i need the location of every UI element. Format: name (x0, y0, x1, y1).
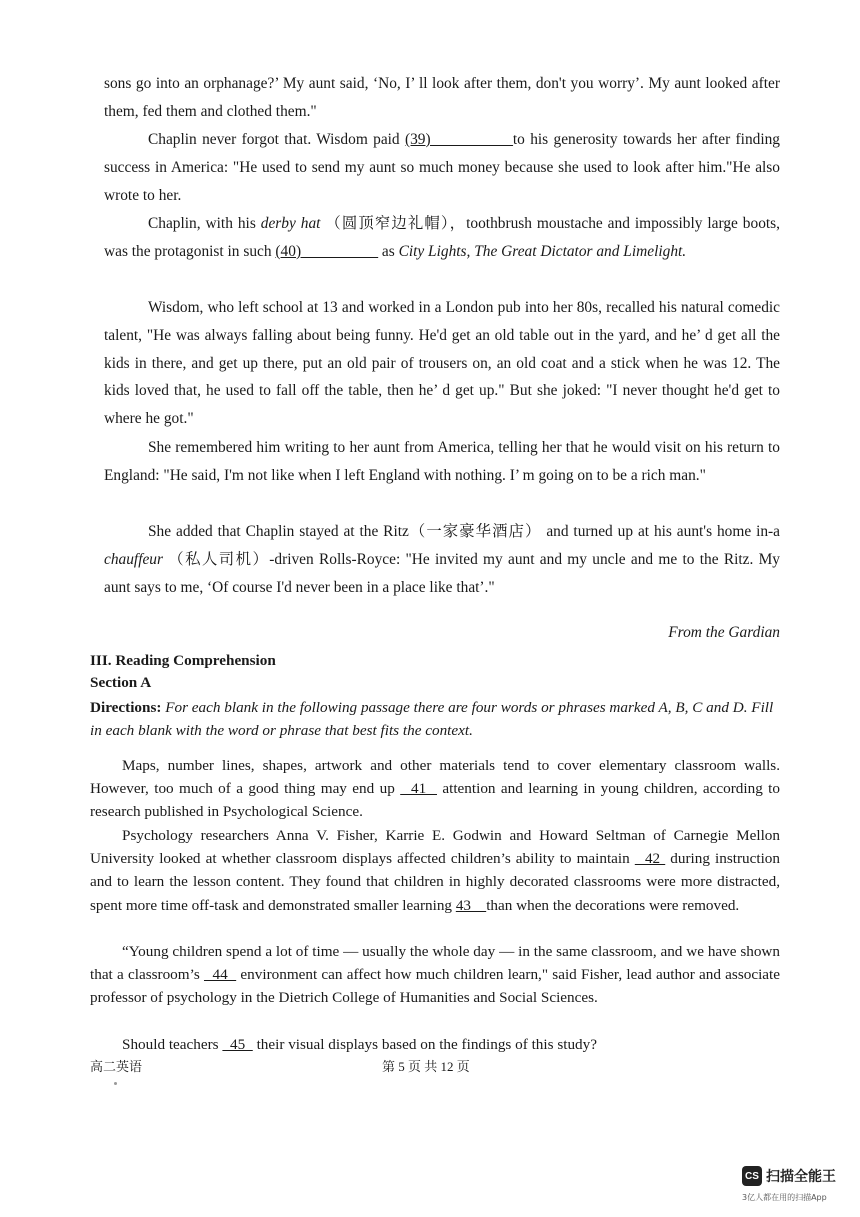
paragraph-text: environment can affect how much children learn," said Fisher, lead author and associate professor of psychology in the Dietrich College of Humanities and Social Sciences. (90, 966, 780, 1007)
paragraph-text: Chaplin never forgot that. Wisdom paid (148, 131, 405, 148)
story-paragraph-6 (104, 518, 780, 601)
watermark-app-name: 扫描全能王 (766, 1169, 836, 1185)
paragraph-text: （圆顶窄边礼帽），toothbrush moustache and impossibly large boots, was the protagonist in such (104, 215, 780, 260)
source-attribution: From the Gardian (668, 624, 780, 641)
paragraph-text: Psychology researchers Anna V. Fisher, Karrie E. Godwin and Howard Seltman of Carnegie Mellon University looked at whether classroom displays affected children’s ability to maintain (90, 827, 780, 868)
paragraph-text: （私人司机）-driven Rolls-Royce: "He invited my aunt and my uncle and me to the Ritz. My aunt says to me, ‘Of course I'd never been in a place like that’." (104, 550, 780, 596)
paragraph-text: as (378, 242, 399, 260)
paragraph-text: than when the decorations were removed. (486, 896, 740, 914)
passage-paragraph-2 (90, 824, 780, 917)
passage-paragraph-1 (90, 754, 780, 824)
directions-label: Directions: (90, 699, 162, 716)
blank-40: (40)__________ (275, 242, 379, 260)
directions-text: For each blank in the following passage there are four words or phrases marked A, B, C and D. Fill in each blank with the word or phrase that best fits the context. (90, 699, 774, 739)
term-derby-hat: derby hat (260, 215, 321, 232)
watermark-tagline: 3亿人都在用的扫描App (742, 1193, 827, 1202)
passage-paragraph-4 (90, 1033, 780, 1056)
paragraph-text: Should teachers (122, 1036, 223, 1053)
paragraph-text: during instruction and to learn the lesson content. They found that children in highly decorated classrooms were more distracted, spent more time off-task and demonstrated smaller learning (90, 850, 780, 914)
scan-speck (114, 1082, 117, 1085)
footer-subject: 高二英语 (90, 1059, 143, 1074)
blank-45: 45 (222, 1036, 253, 1053)
passage-paragraph-3 (90, 940, 780, 1010)
paragraph-text: Wisdom, who left school at 13 and worked in a London pub into her 80s, recalled his natural comedic talent, "He was always falling about being funny. He'd get an old table out in the yard, and he’ d get all the kids in there, and get up there, put an old pair of trousers on, an old coat and a stick when he was 12. The kids loved that, he used to fall off the table, then he’ d get up." But she joked: "I never thought he'd get to where he got." (104, 299, 780, 428)
blank-44: 44 (203, 966, 237, 984)
directions (90, 696, 780, 742)
story-paragraph-4 (104, 294, 780, 433)
blank-41: 41 (400, 780, 437, 798)
paragraph-text: to his generosity towards her after finding success in America: "He used to send my aunt so much money because she used to look after him."He also wrote to her. (104, 131, 781, 204)
section-heading: III. Reading Comprehension (90, 652, 276, 669)
blank-43: 43 (455, 896, 487, 914)
blank-39: (39) __________ (404, 131, 513, 148)
footer-page-number: 第 5 页 共 12 页 (382, 1059, 470, 1074)
camscanner-logo-icon: CS (742, 1166, 762, 1186)
story-paragraph-3 (104, 210, 780, 266)
section-subheading: Section A (90, 674, 152, 691)
scanner-watermark (742, 1166, 836, 1186)
paragraph-text: Maps, number lines, shapes, artwork and other materials tend to cover elementary classroom walls. However, too much of a good thing may end up (90, 757, 780, 798)
paragraph-text: their visual displays based on the findings of this study? (252, 1036, 597, 1053)
term-chauffeur: chauffeur (104, 550, 163, 568)
story-paragraph-2 (104, 126, 780, 209)
paragraph-text: sons go into an orphanage?’ My aunt said, ‘No, I’ ll look after them, don't you worry’. My aunt looked after them, fed them and clothed them." (104, 75, 780, 120)
story-paragraph-5 (104, 434, 780, 490)
paragraph-text: attention and learning in young children, according to research published in Psychological Science. (90, 780, 781, 821)
film-titles: City Lights, The Great Dictator and Limelight. (398, 242, 687, 260)
paragraph-text: “Young children spend a lot of time — usually the whole day — in the same classroom, and we have shown that a classroom’s (90, 943, 780, 984)
paragraph-text: She added that Chaplin stayed at the Ritz（一家豪华酒店） and turned up at his aunt's home in-a (148, 523, 780, 540)
paragraph-text: She remembered him writing to her aunt from America, telling her that he would visit on his return to England: "He said, I'm not like when I left England with nothing. I’ m going on to be a rich man." (104, 439, 780, 484)
paragraph-text: Chaplin, with his (148, 215, 261, 232)
story-paragraph-1 (104, 70, 780, 126)
blank-42: 42 (634, 850, 666, 868)
